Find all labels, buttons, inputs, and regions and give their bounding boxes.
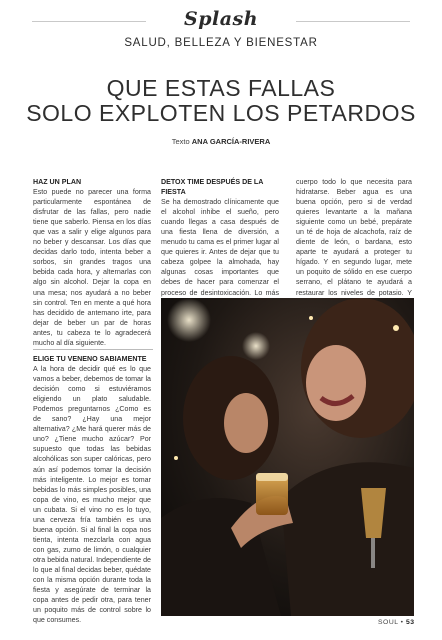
byline-author: ANA GARCÍA-RIVERA — [191, 137, 271, 146]
article-headline — [0, 76, 442, 126]
column-divider — [33, 349, 153, 350]
folio-separator: • — [400, 619, 404, 626]
magazine-name: SOUL — [378, 619, 399, 626]
article-column-1b — [33, 354, 151, 625]
paragraph-continuation: cuerpo todo lo que necesita para hidratarse. Beber agua es una buena opción, pero si de verdad quieres levantarte a la mañana siguiente como un bebé, prepárate un té de hoja de alcachofa, raíz de diente de león, o bardana, esto aparte te ayudará a proteger tu hígado. Y en segundo lugar, mete un poquito de sólido en ese cuerpo serrano, el plátano te ayudará a restaurar los niveles de potasio. Y — [296, 178, 412, 297]
page-number: 53 — [405, 619, 415, 626]
byline — [0, 137, 442, 146]
party-photo — [161, 298, 414, 616]
subheading-plan: HAZ UN PLAN — [33, 178, 82, 186]
brand-logo: Splash — [183, 8, 259, 30]
party-photo-illustration — [161, 298, 414, 616]
section-title: SALUD, BELLEZA Y BIENESTAR — [124, 37, 318, 49]
headline-line-1: QUE ESTAS FALLAS — [106, 75, 336, 101]
page-folio — [378, 619, 415, 626]
headline-line-2: SOLO EXPLOTEN LOS PETARDOS — [26, 100, 416, 126]
paragraph-detox: Se ha demostrado clínicamente que el alcohol inhibe el sueño, pero cuando llegas a casa después de una fiesta llena de diversión, a menudo tu cama es el primer lugar al que quieres ir. Antes de dejar que tu cabeza golpee la almohada, hay algunas cosas importantes que debes de hacer para comenzar el proceso de desintoxicación. Lo más — [161, 198, 279, 297]
paragraph-plan: Esto puede no parecer una forma particularmente espontánea de disfrutar de las fallas, pero nadie tiene que saberlo. Piensa en los días que vas a salir y elige algunos para no beber y descansar. Los días que decidas darlo todo, intenta beber a sorbos, sin grandes tragos una bebida cada hora, y alternarlas con algo sin alcohol. Dejar la copa en una mesa; nos ayudará a no beber sin control. Ten en mente a qué hora has decidido de antemano irte, para dejar de beber un par de horas antes, tu cabeza te lo agradecerá mucho al día siguiente. — [33, 188, 151, 347]
article-column-1 — [33, 177, 151, 348]
paragraph-veneno: A la hora de decidir qué es lo que vamos a beber, debemos de tomar la decisión como si estuviéramos eligiendo un plato saludable. Podemos preguntarnos ¿Como es de sano? ¿Hay una mejor alternativa? ¿Me hará querer más de uno? ¿Tiene mucho azúcar? Por supuesto que todas las bebidas alcohólicas son super calóricas, pero aún así podemos tomar la decisión más inteligente. Lo mejor es tomar bebidas lo más simples posibles, una copa de vino, es mucho mejor que un cubata. Si el vino no es lo tuyo, una cerveza fría también es una buena opción. Si al final la copa nos tienta, intenta mezclarla con agua con gas, zumo de limón, o cualquier otra bebida natural. Independiente de lo que al final decidas beber, quédate con la misma opción durante toda la fiesta y asegúrate de terminar la copa antes de pedir otra, para tener un poquito más de control sobre lo que consumes. — [33, 365, 151, 625]
subheading-veneno: ELIGE TU VENENO SABIAMENTE — [33, 355, 147, 363]
subheading-detox: DETOX TIME DESPUÉS DE LA FIESTA — [161, 178, 264, 197]
byline-prefix: Texto — [171, 137, 190, 146]
